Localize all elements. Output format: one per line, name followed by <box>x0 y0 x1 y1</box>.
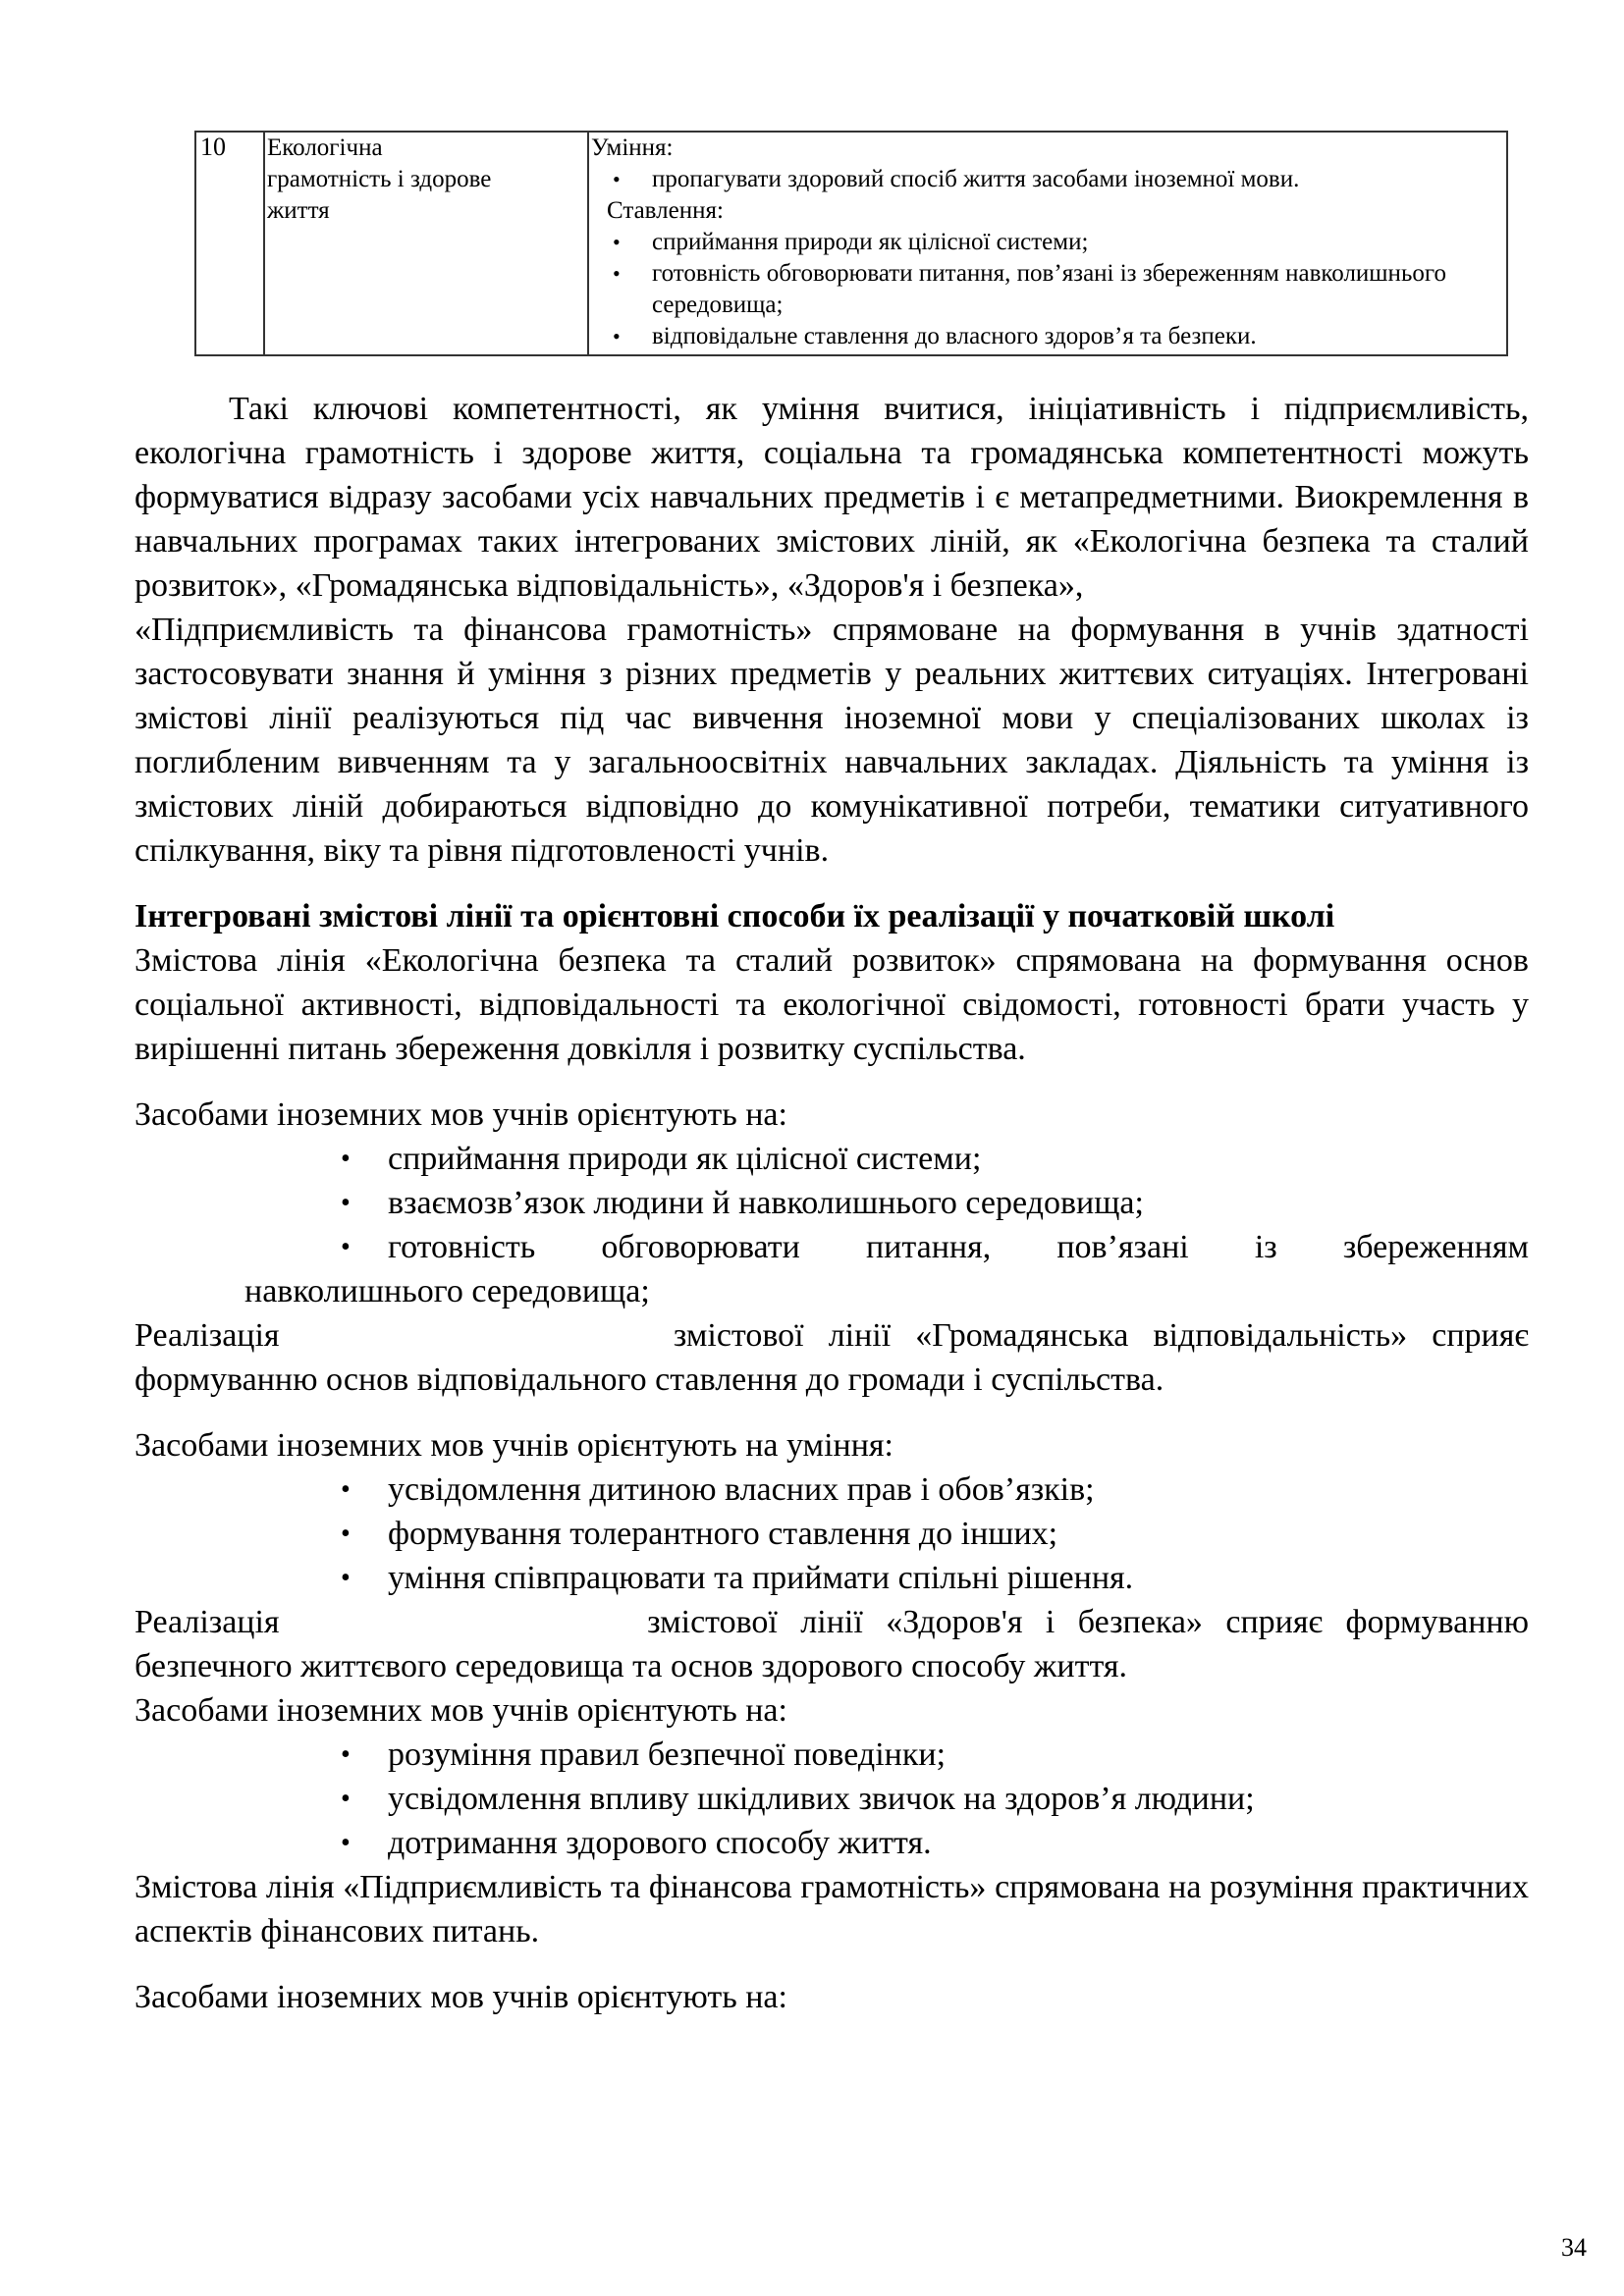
row-number: 10 <box>195 132 264 355</box>
competency-name-line: грамотність і здорове <box>267 166 492 192</box>
spacer <box>135 1071 1529 1093</box>
bullet-icon: • <box>341 1474 351 1505</box>
competency-table <box>194 131 1508 356</box>
list-item-text: дотримання здорового способу життя. <box>388 1825 932 1861</box>
list-item-text: усвідомлення впливу шкідливих звичок на здоров’я людини; <box>388 1781 1255 1817</box>
page-number: 34 <box>1561 2233 1587 2262</box>
bullet-icon: • <box>613 167 621 191</box>
bullet-icon: • <box>341 1739 351 1770</box>
intro-paragraph: Такі ключові компетентності, як уміння вчитися, ініціативність і підприємливість, екологічна грамотність і здорове життя, соціальна та громадянська компетентності можуть формуватися відразу засобами усіх навчальних предметів і є метапредметними. Виокремлення в навчальних програмах таких інтегрованих змістових ліній, як «Екологічна безпека та сталий розвиток», «Громадянська відповідальність», «Здоров'я і безпека», <box>135 391 1529 604</box>
health-paragraph-rest: безпечного життєвого середовища та основ здорового способу життя. <box>135 1648 1128 1684</box>
competency-name-line: життя <box>267 197 330 224</box>
bullet-icon: • <box>341 1563 351 1593</box>
ecology-list <box>135 1137 1529 1269</box>
list-item <box>135 1733 1529 1777</box>
intro-paragraph: «Підприємливість та фінансова грамотність» спрямоване на формування в учнів здатності застосовувати знання й уміння з різних предметів у реальних життєвих ситуаціях. Інтегровані змістові лінії реалізуються під час вивчення іноземної мови у спеціалізованих школах із поглибленим вивченням та у загальноосвітніх навчальних закладах. Діяльність та уміння із змістових ліній добираються відповідно до комунікативної потреби, тематики ситуативного спілкування, віку та рівня підготовленості учнів. <box>135 612 1529 869</box>
list-item <box>135 1468 1529 1512</box>
bullet-icon: • <box>341 1519 351 1549</box>
finance-paragraph: Змістова лінія «Підприємливість та фінансова грамотність» спрямована на розуміння практичних аспектів фінансових питань. <box>135 1869 1529 1949</box>
spacer <box>135 873 1529 894</box>
civic-paragraph-first-line: Реалізація змістової лінії «Громадянська відповідальність» сприяє <box>135 1317 1529 1354</box>
bullet-icon: • <box>341 1188 351 1218</box>
bullet-icon: • <box>341 1784 351 1814</box>
skills-heading: Уміння: <box>591 134 674 161</box>
list-item-text: розуміння правил безпечної поведінки; <box>388 1736 947 1773</box>
bullet-icon: • <box>341 1232 351 1262</box>
civic-paragraph-rest: формуванню основ відповідального ставлення до громади і суспільства. <box>135 1362 1164 1398</box>
section-heading: Інтегровані змістові лінії та орієнтовні способи їх реалізації у початковій школі <box>135 898 1335 934</box>
list-item-text: сприймання природи як цілісної системи; <box>652 229 1089 255</box>
list-item <box>135 1512 1529 1556</box>
table-row <box>195 132 1507 355</box>
list-item <box>135 1137 1529 1181</box>
list-item-text: усвідомлення дитиною власних прав і обов’язків; <box>388 1471 1095 1508</box>
list-item-continuation: навколишнього середовища; <box>244 1273 650 1309</box>
health-paragraph-first-line: Реалізація змістової лінії «Здоров'я і безпека» сприяє формуванню <box>135 1604 1529 1640</box>
ecology-lead: Засобами іноземних мов учнів орієнтують на: <box>135 1096 787 1133</box>
competency-name-line: Екологічна <box>267 134 383 161</box>
list-item <box>591 258 1506 321</box>
list-item <box>135 1821 1529 1865</box>
competency-name <box>264 132 588 355</box>
bullet-icon: • <box>613 261 621 286</box>
list-item-text: готовність обговорювати питання, пов’язані із збереженням <box>388 1229 1529 1265</box>
list-item-text: пропагувати здоровий спосіб життя засобами іноземної мови. <box>652 166 1300 192</box>
body-text <box>135 387 1529 2019</box>
competency-description <box>588 132 1507 355</box>
skills-list <box>591 164 1506 195</box>
list-item-text: уміння співпрацювати та приймати спільні рішення. <box>388 1560 1134 1596</box>
list-item-text: формування толерантного ставлення до інших; <box>388 1516 1058 1552</box>
bullet-icon: • <box>613 324 621 348</box>
bullet-icon: • <box>341 1828 351 1858</box>
attitudes-list <box>591 227 1506 352</box>
list-item <box>591 227 1506 258</box>
civic-list <box>135 1468 1529 1600</box>
health-lead: Засобами іноземних мов учнів орієнтують на: <box>135 1692 787 1729</box>
list-item <box>135 1225 1529 1269</box>
health-list <box>135 1733 1529 1865</box>
spacer <box>135 1953 1529 1975</box>
bullet-icon: • <box>613 230 621 254</box>
list-item <box>591 164 1506 195</box>
ecology-paragraph: Змістова лінія «Екологічна безпека та сталий розвиток» спрямована на формування основ соціальної активності, відповідальності та екологічної свідомості, готовності брати участь у вирішенні питань збереження довкілля і розвитку суспільства. <box>135 942 1529 1067</box>
finance-lead: Засобами іноземних мов учнів орієнтують на: <box>135 1979 787 2015</box>
list-item <box>135 1777 1529 1821</box>
list-item-text: взаємозв’язок людини й навколишнього середовища; <box>388 1185 1144 1221</box>
bullet-icon: • <box>341 1144 351 1174</box>
list-item <box>135 1181 1529 1225</box>
spacer <box>135 1402 1529 1423</box>
list-item-text: готовність обговорювати питання, пов’язані із збереженням навколишнього середовища; <box>652 260 1446 318</box>
list-item <box>135 1556 1529 1600</box>
civic-lead: Засобами іноземних мов учнів орієнтують на уміння: <box>135 1427 893 1464</box>
attitudes-heading: Ставлення: <box>607 197 724 224</box>
list-item-text: сприймання природи як цілісної системи; <box>388 1141 982 1177</box>
list-item-text: відповідальне ставлення до власного здоров’я та безпеки. <box>652 323 1257 349</box>
list-item <box>591 321 1506 352</box>
